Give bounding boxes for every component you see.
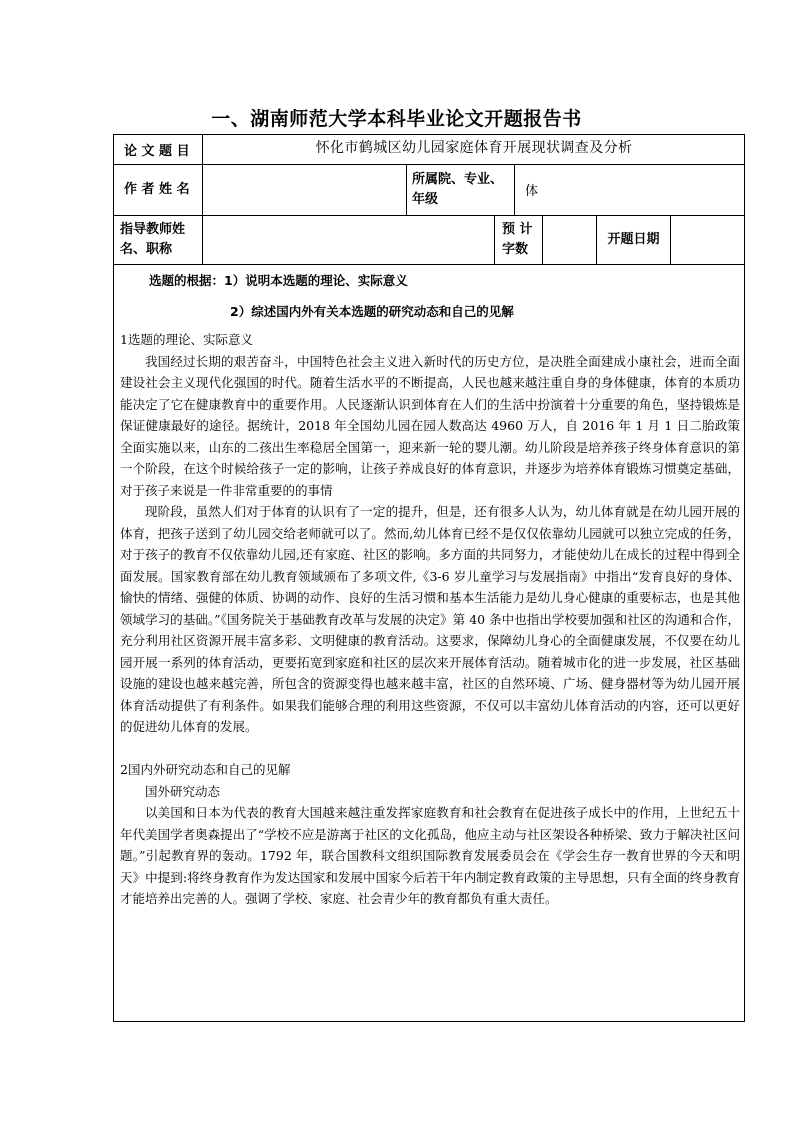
subheading-foreign: 国外研究动态: [145, 783, 221, 799]
subheading-research: 2国内外研究动态和自己的见解: [120, 762, 291, 777]
row-divider: [114, 264, 744, 265]
col-divider: [406, 164, 407, 215]
opening-date-value[interactable]: [671, 215, 745, 264]
paragraph: 以美国和日本为代表的教育大国越来越注重发挥家庭教育和社会教育在促进孩子成长中的作用，上世纪五十年代美国学者奥森提出了“学校不应是游离于社区的文化孤岛，他应主动与社区架设各种桥梁、致力于解决社区问题。”引起教育界的轰动。1792 年，联合国教科文组织国际教育发展委员会在《学会生存一教育世界的今天和明天》中提到:将终身教育作为发达国家和发展中国家今后若干年内制定教育政策的主导思想，只有全面的终身教育才能培养出完善的人。强调了学校、家庭、社会青少年的教育都负有重大责任。: [120, 805, 740, 906]
report-form: [113, 134, 745, 1022]
author-value[interactable]: [203, 164, 405, 215]
paragraph: 我国经过长期的艰苦奋斗，中国特色社会主义进入新时代的历史方位，是决胜全面建成小康社会，进而全面建设社会主义现代化强国的时代。随着生活水平的不断提高，人民也越来越注重自身的身体健康，体育的本质功能决定了它在健康教育中的重要作用。人民逐渐认识到体育在人们的生活中扮演着十分重要的角色，坚持锻炼是保证健康最好的途径。据统计，2018 年全国幼儿园在园人数高达 4960 万人，自 2016 年 1 月 1 日二胎政策全面实施以来，山东的二孩出生率稳居全国第一，迎来新一轮的婴儿潮。幼儿阶段是培养孩子终身体育意识的第一个阶段，在这个时候给孩子一定的影响，让孩子养成良好的体育意识，并逐步为培养体育锻炼习惯奠定基础，对于孩子来说是一件非常重要的的事情: [120, 353, 740, 498]
advisor-label: 指导教师姓名、职称: [120, 221, 186, 257]
department-value[interactable]: 体: [525, 184, 539, 199]
paragraph: 现阶段，虽然人们对于体育的认识有了一定的提升，但是，还有很多人认为，幼儿体育就是在幼儿园开展的体育，把孩子送到了幼儿园交给老师就可以了。然而,幼儿体育已经不是仅仅依靠幼儿园就可以独立完成的任务，对于孩子的教育不仅依靠幼儿园,还有家庭、社区的影响。多方面的共同努力，才能使幼儿在成长的过程中得到全面发展。国家教育部在幼儿教育领域颁布了多项文件,《3-6 岁儿童学习与发展指南》中指出“发育良好的身体、愉快的情绪、强健的体质、协调的动作、良好的生活习惯和基本生活能力是幼儿身心健康的重要标志，也是其他领域学习的基础。”《国务院关于基础教育改革与发展的决定》第 40 条中也指出学校要加强和社区的沟通和合作，充分利用社区资源开展丰富多彩、文明健康的教育活动。这要求，保障幼儿身心的全面健康发展，不仅要在幼儿园开展一系列的体育活动，更要拓宽到家庭和社区的层次来开展体育活动。随着城市化的进一步发展，社区基础设施的建设也越来越完善，所包含的资源变得也越来越丰富，社区的自然环境、广场、健身器材等为幼儿园开展体育活动提供了有利条件。如果我们能够合理的利用这些资源，不仅可以丰富幼儿体育活动的内容，还可以更好的促进幼儿体育的发展。: [120, 504, 740, 734]
opening-date-label: 开题日期: [607, 231, 660, 247]
content-body: [120, 329, 740, 910]
thesis-title-value[interactable]: 怀化市鹤城区幼儿园家庭体育开展现状调查及分析: [315, 140, 633, 156]
advisor-value[interactable]: [203, 215, 493, 264]
department-label: 所属院、专业、年级: [412, 171, 504, 207]
section-heading-basis: 选题的根据：1）说明本选题的理论、实际意义: [149, 273, 408, 288]
word-count-value[interactable]: [543, 215, 595, 264]
word-count-label: 预 计 字数: [502, 221, 533, 257]
section-heading-review: 2）综述国内外有关本选题的研究动态和自己的见解: [230, 304, 514, 319]
author-label: 作 者 姓 名: [124, 181, 190, 197]
col-divider: [514, 164, 515, 215]
thesis-title-label: 论 文 题 目: [124, 143, 190, 159]
col-divider: [494, 215, 495, 264]
subheading-significance: 1选题的理论、实际意义: [120, 332, 253, 347]
document-title: 一、湖南师范大学本科毕业论文开题报告书: [211, 108, 582, 130]
